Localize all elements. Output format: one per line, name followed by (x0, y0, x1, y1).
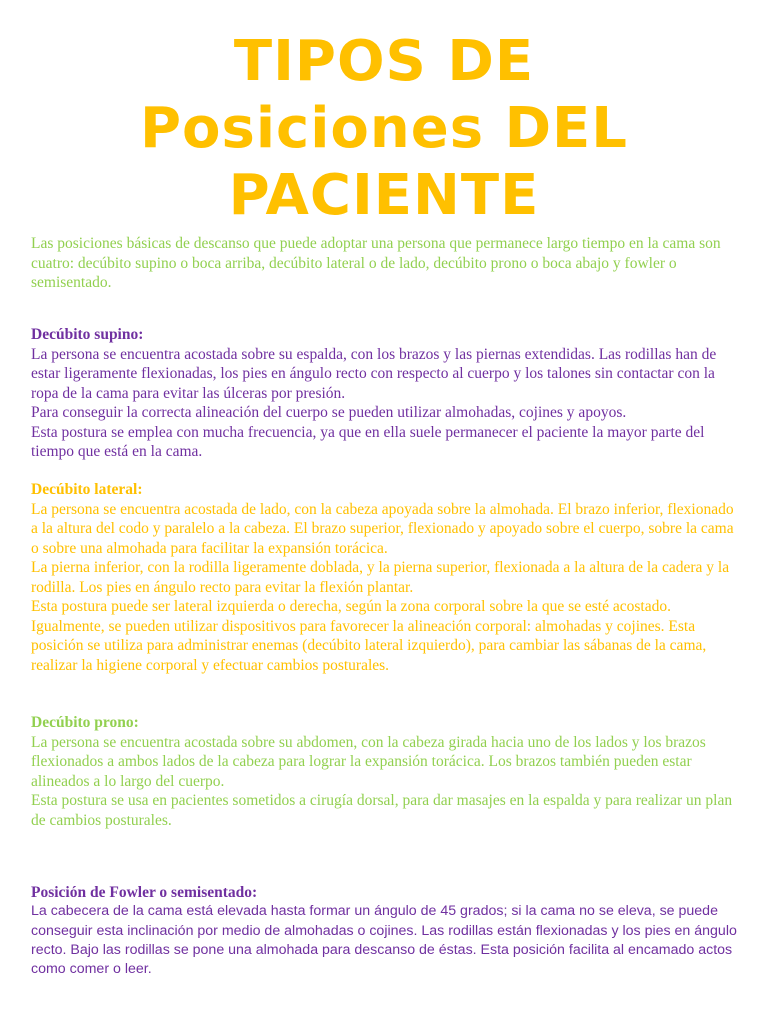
page-title (0, 28, 768, 229)
section-paragraph: Esta postura se emplea con mucha frecuencia, ya que en ella suele permanecer el paciente la mayor parte del tiempo que está en la cama. (31, 423, 705, 460)
title-line-2: Posiciones DEL (139, 96, 628, 161)
section-heading: Decúbito prono: (31, 714, 139, 731)
section-paragraph: La persona se encuentra acostada sobre su espalda, con los brazos y las piernas extendidas. Las rodillas han de estar ligeramente flexionadas, los pies en ángulo recto con respecto al cuerpo y los talones sin contactar con la ropa de la cama para evitar las úlceras por presión. (31, 345, 717, 402)
section-heading: Decúbito lateral: (31, 481, 143, 498)
section-paragraph: Esta postura puede ser lateral izquierda o derecha, según la zona corporal sobre la que se esté acostado. Igualmente, se pueden utilizar dispositivos para favorecer la alineación corporal: almohadas y cojines. Esta posición se utiliza para administrar enemas (decúbito lateral izquierdo), para cambiar las sábanas de la cama, realizar la higiene corporal y efectuar cambios posturales. (31, 598, 707, 674)
section-posicion-fowler (31, 883, 743, 979)
section-paragraph: La pierna inferior, con la rodilla ligeramente doblada, y la pierna superior, flexionada a la altura de la cadera y la rodilla. Los pies en ángulo recto para evitar la flexión plantar. (31, 559, 730, 596)
section-paragraph: La persona se encuentra acostada sobre su abdomen, con la cabeza girada hacia uno de los lados y los brazos flexionados a ambos lados de la cabeza para lograr la expansión torácica. Los brazos también pueden estar alineados a lo largo del cuerpo. (31, 733, 706, 790)
title-line-3: PACIENTE (228, 163, 540, 228)
title-line-1: TIPOS DE (233, 29, 535, 94)
section-heading: Posición de Fowler o semisentado: (31, 884, 258, 901)
section-paragraph: La persona se encuentra acostada de lado, con la cabeza apoyada sobre la almohada. El brazo inferior, flexionado a la altura del codo y paralelo a la cabeza. El brazo superior, flexionado y apoyado sobre el cuerpo, sobre la cama o sobre una almohada para facilitar la expansión torácica. (31, 500, 734, 557)
section-paragraph: Para conseguir la correcta alineación del cuerpo se pueden utilizar almohadas, cojines y apoyos. (31, 404, 627, 421)
section-heading: Decúbito supino: (31, 326, 144, 343)
section-decubito-lateral (31, 480, 743, 675)
section-paragraph: La cabecera de la cama está elevada hasta formar un ángulo de 45 grados; si la cama no se eleva, se puede conseguir esta inclinación por medio de almohadas o cojines. Las rodillas están flexionadas y los pies en ángulo recto. Bajo las rodillas se pone una almohada para descanso de éstas. Esta posición facilita al encamado actos como comer o leer. (31, 903, 737, 978)
intro-paragraph: Las posiciones básicas de descanso que puede adoptar una persona que permanece largo tiempo en la cama son cuatro: decúbito supino o boca arriba, decúbito lateral o de lado, decúbito prono o boca abajo y fowler o semisentado. (31, 235, 721, 291)
section-decubito-prono (31, 713, 743, 830)
section-paragraph: Esta postura se usa en pacientes sometidos a cirugía dorsal, para dar masajes en la espalda y para realizar un plan de cambios posturales. (31, 792, 733, 829)
section-decubito-supino (31, 325, 743, 462)
